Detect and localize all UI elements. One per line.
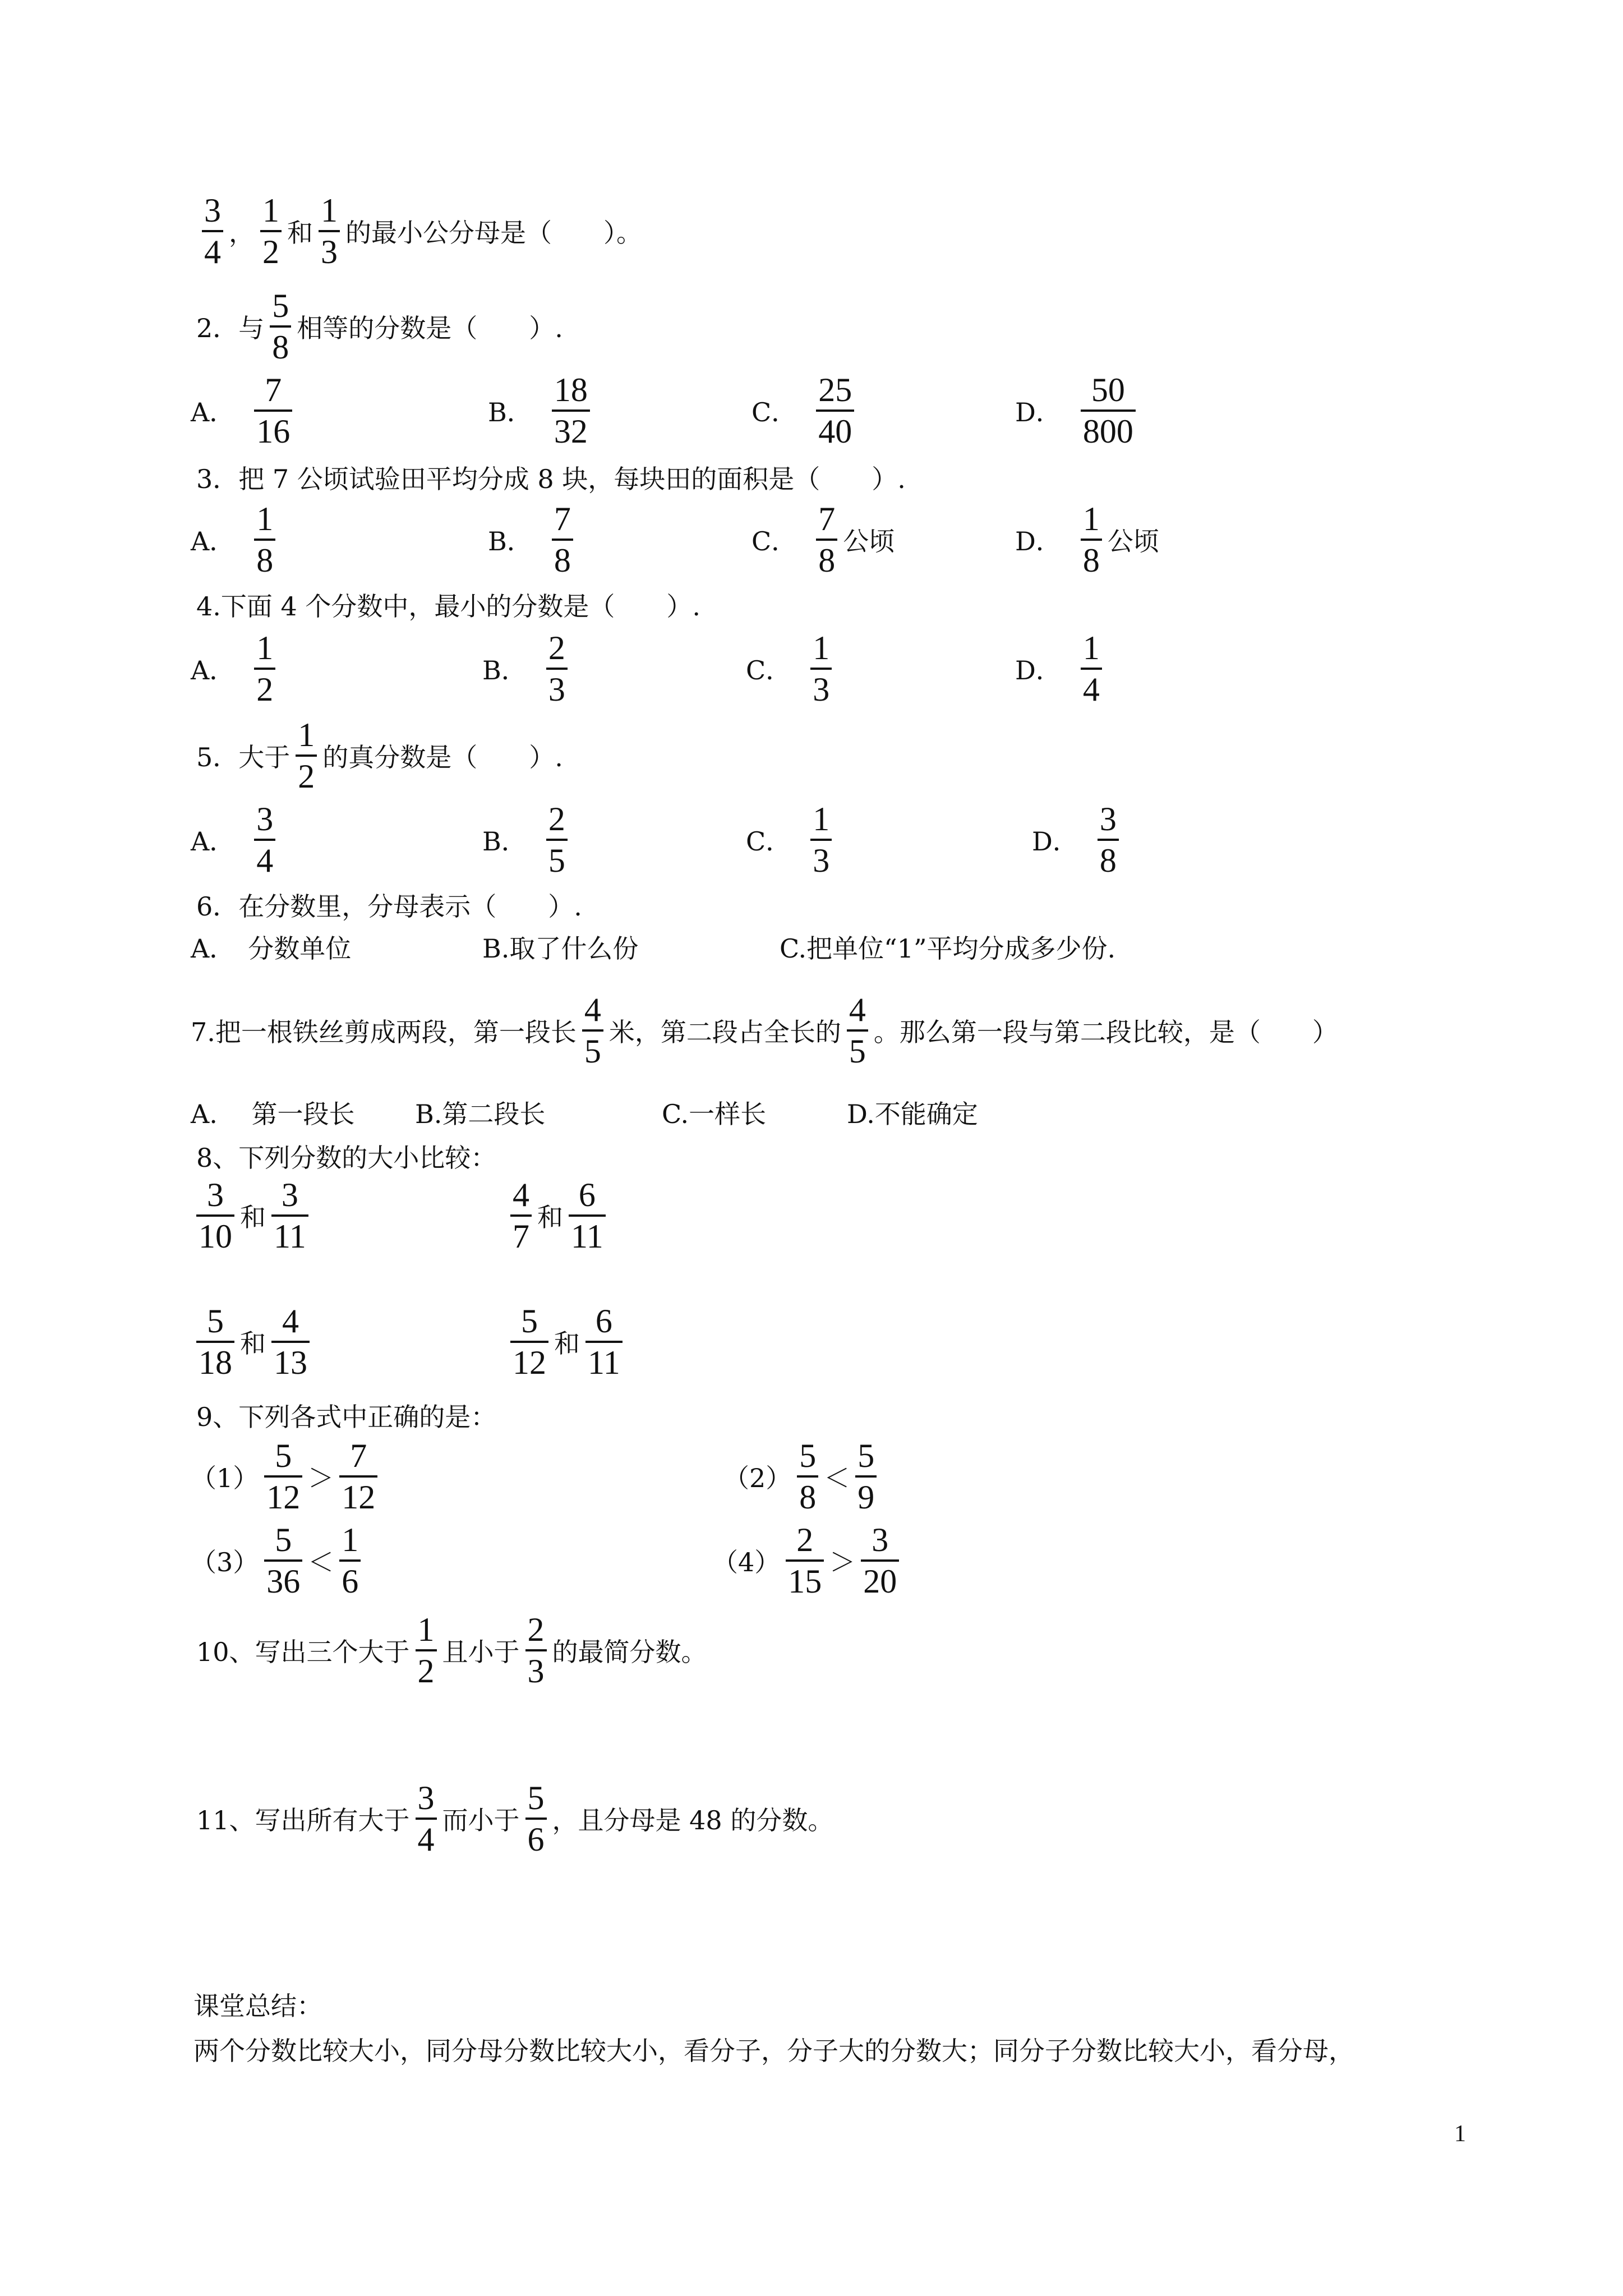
- fraction: $\frac{4}{5}$: [582, 990, 603, 1071]
- question-11: 11、写出所有大于 $\frac{3}{4}$ 而小于 $\frac{5}{6}$ ，且分母是 48 的分数。: [196, 1779, 834, 1858]
- summary-text: 两个分数比较大小，同分母分数比较大小，看分子，分子大的分数大；同分子分数比较大小，看分母，: [193, 2036, 1354, 2066]
- question-1: $\frac{3}{4}$ ， $\frac{1}{2}$ 和 $\frac{1}{3}$ 的最小公分母是（ ）。: [196, 191, 642, 272]
- q5-option-c: C． $\frac{1}{3}$: [746, 799, 837, 880]
- question-9: 9、下列各式中正确的是：: [196, 1402, 497, 1432]
- fraction: $\frac{1}{2}$: [296, 715, 317, 796]
- q6-option-b: B.取了什么份: [482, 933, 639, 964]
- q8-pair-2: $\frac{4}{7}$ 和 $\frac{6}{11}$: [505, 1175, 611, 1256]
- q7-option-a: A. 第一段长: [191, 1099, 355, 1129]
- page-number: 1: [1454, 2121, 1466, 2147]
- question-8: 8、下列分数的大小比较：: [196, 1143, 497, 1173]
- q2-option-c: C． $\frac{25}{40}$: [751, 370, 860, 451]
- q9-item-2: （2） $\frac{5}{8}$ ＜ $\frac{5}{9}$: [723, 1436, 882, 1517]
- q3-option-a: A． $\frac{1}{8}$: [191, 499, 281, 580]
- question-10: 10、写出三个大于 $\frac{1}{2}$ 且小于 $\frac{2}{3}$ 的最简分数。: [196, 1611, 707, 1690]
- q2-option-b: B． $\frac{18}{32}$: [488, 370, 596, 451]
- q7-option-b: B.第二段长: [415, 1099, 546, 1129]
- q2-option-a: A． $\frac{7}{16}$: [191, 370, 298, 451]
- question-6: 6．在分数里，分母表示（ ）.: [196, 891, 582, 922]
- q2-option-d: D． $\frac{50}{800}$: [1015, 370, 1141, 451]
- q8-pair-3: $\frac{5}{18}$ 和 $\frac{4}{13}$: [191, 1301, 315, 1382]
- q3-option-c: C． $\frac{7}{8}$ 公顷: [751, 500, 895, 579]
- fraction: $\frac{3}{4}$: [202, 191, 223, 272]
- q5-option-b: B． $\frac{2}{5}$: [482, 799, 573, 880]
- q9-item-3: （3） $\frac{5}{36}$ ＜ $\frac{1}{6}$: [191, 1520, 366, 1601]
- q7-option-d: D.不能确定: [847, 1099, 978, 1129]
- q4-option-d: D． $\frac{1}{4}$: [1015, 628, 1108, 709]
- question-3: 3．把 7 公顷试验田平均分成 8 块，每块田的面积是（ ）.: [196, 464, 906, 494]
- q8-pair-4: $\frac{5}{12}$ 和 $\frac{6}{11}$: [505, 1301, 628, 1382]
- q6-option-c: C.把单位“1”平均分成多少份.: [780, 933, 1116, 964]
- q7-option-c: C.一样长: [662, 1099, 767, 1129]
- question-5: 5．大于 $\frac{1}{2}$ 的真分数是（ ）.: [196, 716, 563, 795]
- summary-title: 课堂总结：: [193, 1991, 322, 2021]
- fraction: $\frac{1}{2}$: [260, 191, 282, 272]
- fraction: $\frac{1}{3}$: [319, 191, 340, 272]
- q5-option-a: A． $\frac{3}{4}$: [191, 799, 281, 880]
- q3-option-d: D． $\frac{1}{8}$ 公顷: [1015, 500, 1159, 579]
- q9-item-1: （1） $\frac{5}{12}$ ＞ $\frac{7}{12}$: [191, 1436, 383, 1517]
- q8-pair-1: $\frac{3}{10}$ 和 $\frac{3}{11}$: [191, 1175, 314, 1256]
- fraction: $\frac{4}{5}$: [847, 990, 868, 1071]
- q6-option-a: A． 分数单位: [191, 933, 352, 964]
- question-7: 7.把一根铁丝剪成两段，第一段长 $\frac{4}{5}$ 米，第二段占全长的 $\frac{4}{5}$ 。那么第一段与第二段比较，是（ ）: [191, 991, 1338, 1070]
- q4-option-b: B． $\frac{2}{3}$: [482, 628, 573, 709]
- q4-option-c: C． $\frac{1}{3}$: [746, 628, 837, 709]
- q4-option-a: A． $\frac{1}{2}$: [191, 628, 281, 709]
- question-2: 2．与 $\frac{5}{8}$ 相等的分数是（ ）.: [196, 287, 563, 366]
- q3-option-b: B． $\frac{7}{8}$: [488, 499, 579, 580]
- q5-option-d: D． $\frac{3}{8}$: [1032, 799, 1124, 880]
- question-4: 4.下面 4 个分数中，最小的分数是（ ）.: [196, 591, 701, 622]
- q9-item-4: （4） $\frac{2}{15}$ ＞ $\frac{3}{20}$: [712, 1520, 905, 1601]
- fraction: $\frac{5}{8}$: [270, 286, 291, 367]
